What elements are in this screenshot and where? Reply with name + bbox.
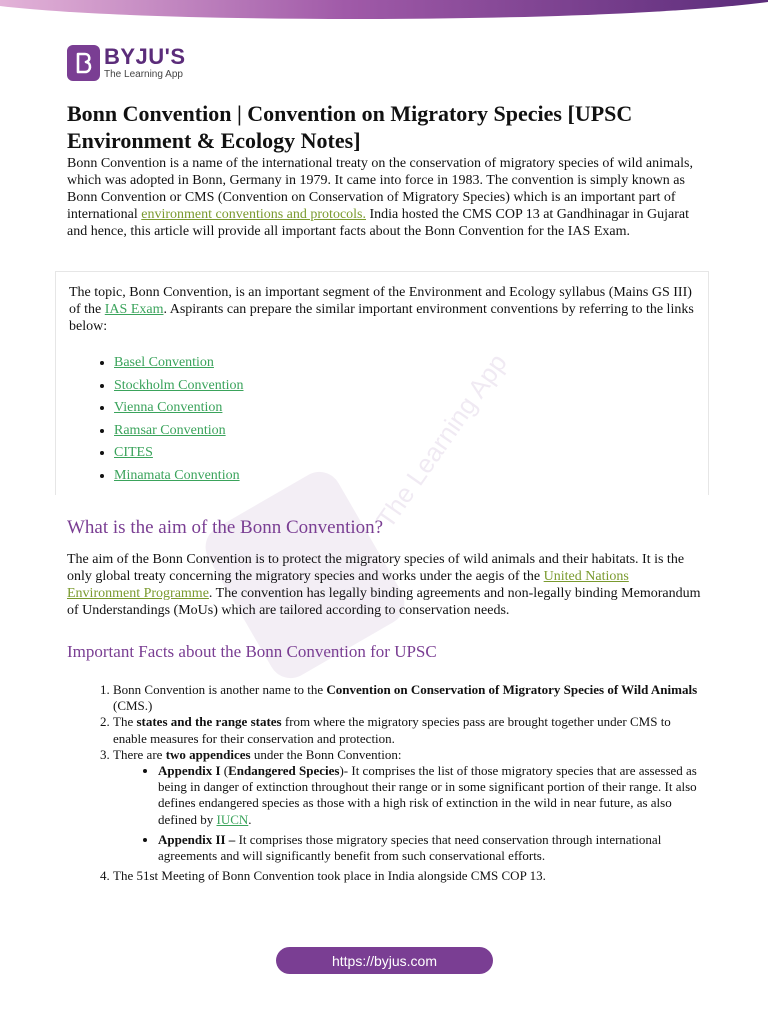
facts-list <box>67 682 703 884</box>
vienna-convention-link[interactable]: Vienna Convention <box>114 400 223 415</box>
aim-heading: What is the aim of the Bonn Convention? <box>67 517 384 538</box>
list-item <box>114 465 244 488</box>
list-item <box>114 397 244 420</box>
fact-text: from where the migratory species pass are brought together under CMS to enable measures for their conservation and protection. <box>113 714 671 746</box>
fact-item-4: 4. The 51st Meeting of Bonn Convention took place in India alongside CMS COP 13. <box>113 868 703 884</box>
appendix-bold: Appendix II – <box>158 831 236 847</box>
aim-text-end: . The convention has legally binding agreements and non-legally binding Memorandum of Understandings (MoUs) which are tailored according to conservation needs. <box>67 586 701 618</box>
fact-item-1 <box>113 682 703 714</box>
intro-text: Bonn Convention is a name of the international treaty on the conservation of migratory species of wild animals, which was adopted in Bonn, Germany in 1979. It came into force in 1983. The convention is simply known as Bonn Convention or CMS (Convention on Conservation of Migratory Species) which is an important part of international <box>67 156 693 222</box>
header-gradient-bar <box>0 0 768 24</box>
watermark-text: The Learning App <box>370 348 513 534</box>
fact-bold: Convention on Conservation of Migratory Species of Wild Animals <box>326 682 698 697</box>
basel-convention-link[interactable]: Basel Convention <box>114 355 214 370</box>
fact-bold: two appendices <box>165 746 251 762</box>
fact-text: The <box>113 714 137 730</box>
aim-paragraph <box>67 551 703 619</box>
convention-links-list <box>93 352 244 487</box>
topic-text: The topic, Bonn Convention, is an important segment of the Environment and Ecology syllabus (Mains GS III) of the <box>69 285 692 317</box>
fact-bold: states and the range states <box>136 714 282 730</box>
topic-text-end: . Aspirants can prepare the similar important environment conventions by referring to the links below: <box>69 302 694 334</box>
intro-text-end: India hosted the CMS COP 13 at Gandhinagar in Gujarat and hence, this article will provide all important facts about the Bonn Convention for the IAS Exam. <box>67 207 689 239</box>
list-item <box>114 420 244 443</box>
list-item <box>114 352 244 375</box>
appendix-text: It comprises those migratory species that need conservation through international agreements and will significantly benefit from such conservational efforts. <box>158 831 662 864</box>
list-item <box>114 375 244 398</box>
fact-text: (CMS.) <box>113 698 153 714</box>
cites-link[interactable]: CITES <box>114 445 153 460</box>
logo-name: BYJU'S <box>104 43 186 69</box>
appendix-list <box>113 763 703 864</box>
minamata-convention-link[interactable]: Minamata Convention <box>114 467 240 483</box>
fact-text: There are <box>113 746 166 762</box>
appendix-text: )- It comprises the list of those migratory species that are assessed as being in danger of extinction throughout their range or in some significant portion of their range. It also defines endangered species as those with a high risk of extinction in the wild in near future, as also defined by <box>158 763 697 827</box>
fact-text: Bonn Convention is another name to the <box>113 682 327 697</box>
unep-link[interactable]: United Nations Environment Programme <box>67 569 629 601</box>
topic-paragraph <box>69 284 695 335</box>
appendix-bold: Endangered Species <box>228 763 340 779</box>
list-item <box>114 442 244 465</box>
fact-text: under the Bonn Convention: <box>250 746 402 762</box>
ramsar-convention-link[interactable]: Ramsar Convention <box>114 422 226 438</box>
aim-text: The aim of the Bonn Convention is to protect the migratory species of wild animals and their habitats. It is the only global treaty concerning the migratory species and works under the aegis of the <box>67 552 685 584</box>
appendix-1-item <box>158 763 703 828</box>
fact-item-2 <box>113 714 703 746</box>
ias-exam-link[interactable]: IAS Exam <box>104 302 164 317</box>
environment-conventions-link[interactable]: environment conventions and protocols. <box>141 207 366 222</box>
facts-heading: Important Facts about the Bonn Convention for UPSC <box>67 642 437 661</box>
stockholm-convention-link[interactable]: Stockholm Convention <box>114 377 244 393</box>
page-title: Bonn Convention | Convention on Migratory Species [UPSC Environment & Ecology Notes] <box>67 101 633 153</box>
appendix-text: ( <box>220 763 229 779</box>
footer-url-button[interactable]: https://byjus.com <box>276 947 493 974</box>
appendix-text: . <box>248 811 252 827</box>
logo-tagline: The Learning App <box>104 68 183 80</box>
logo-mark-icon <box>67 45 100 81</box>
appendix-bold: Appendix I <box>158 763 221 779</box>
iucn-link[interactable]: IUCN <box>216 811 249 827</box>
byjus-logo[interactable] <box>67 45 186 81</box>
intro-paragraph <box>67 155 703 240</box>
fact-item-3 <box>113 747 703 864</box>
related-topics-box <box>55 271 709 495</box>
appendix-2-item <box>158 832 703 864</box>
